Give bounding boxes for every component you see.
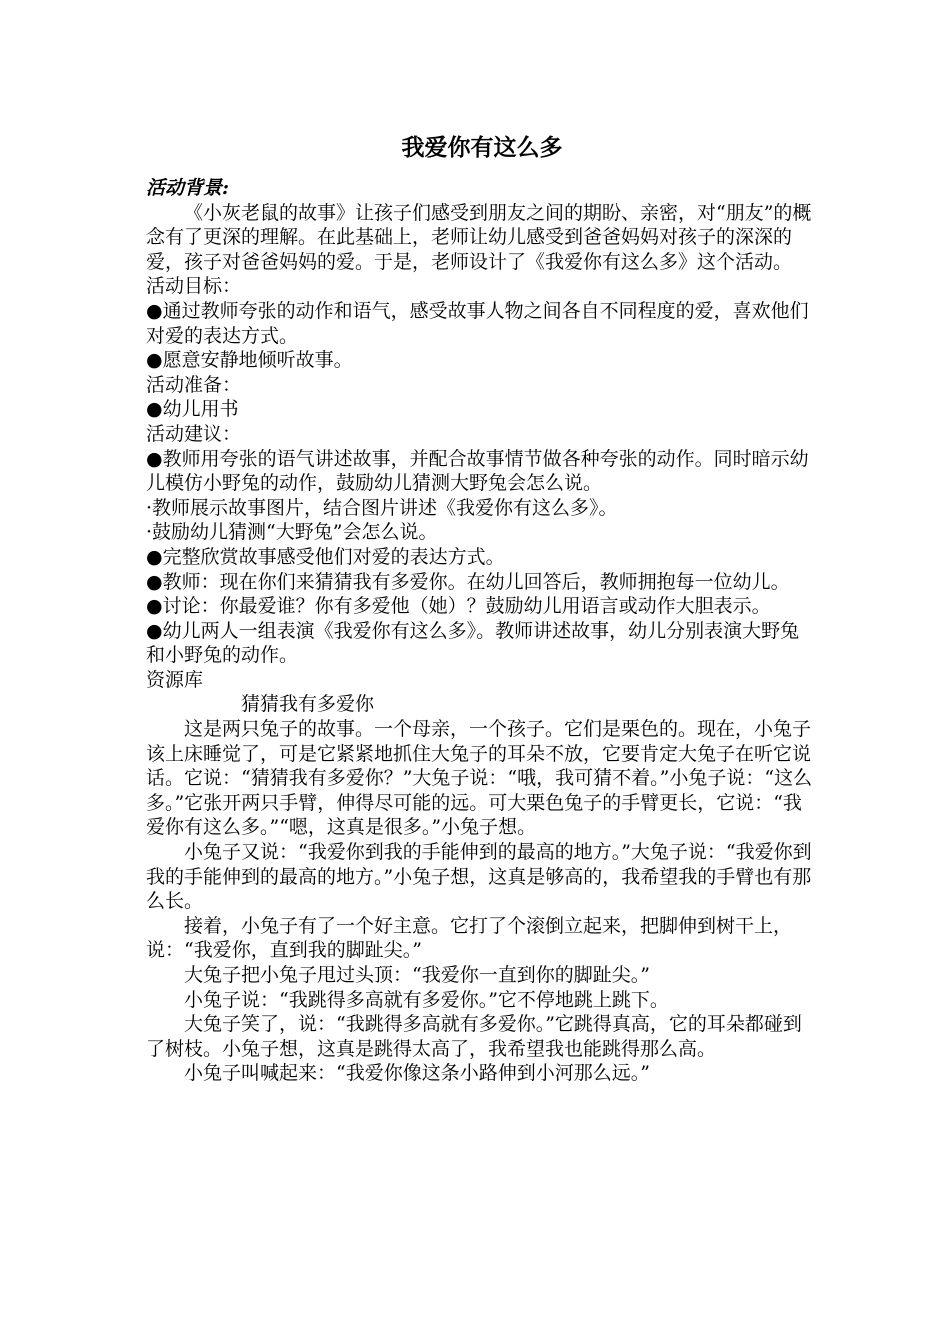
- story-paragraph: 小兔子说：“我跳得多高就有多爱你。”它不停地跳上跳下。: [184, 988, 669, 1011]
- suggestion-item: ●教师用夸张的语气讲述故事，并配合故事情节做各种夸张的动作。同时暗示幼儿模仿小野兔的动作，鼓励幼儿猜测大野兔会怎么说。: [146, 447, 809, 495]
- story-title: 猜猜我有多爱你: [241, 693, 375, 716]
- suggestion-item: ·鼓励幼儿猜测“大野兔”会怎么说。: [146, 521, 438, 544]
- background-text: 《小灰老鼠的故事》让孩子们感受到朋友之间的期盼、亲密，对“朋友”的概念有了更深的理解。在此基础上，老师让幼儿感受到爸爸妈妈对孩子的深深的爱，孩子对爸爸妈妈的爱。于是，老师设计了《我爱你有这么多》这个活动。: [146, 201, 812, 273]
- resource-label: 资源库: [146, 668, 204, 691]
- goal-item: ●愿意安静地倾听故事。: [146, 349, 353, 372]
- suggestion-item: ·教师展示故事图片，结合图片讲述《我爱你有这么多》。: [146, 496, 618, 519]
- story-paragraph: 小兔子又说：“我爱你到我的手能伸到的最高的地方。”大兔子说：“我爱你到我的手能伸到的最高的地方。”小兔子想，这真是够高的，我希望我的手臂也有那么长。: [146, 841, 812, 913]
- suggestion-item: ●教师：现在你们来猜猜我有多爱你。在幼儿回答后，教师拥抱每一位幼儿。: [146, 570, 790, 593]
- suggestion-item: ●完整欣赏故事感受他们对爱的表达方式。: [146, 545, 505, 568]
- document-title: 我爱你有这么多: [401, 135, 563, 161]
- story-paragraph: 大兔子笑了，说：“我跳得多高就有多爱你。”它跳得真高，它的耳朵都碰到了树枝。小兔子想，这真是跳得太高了，我希望我也能跳得那么高。: [146, 1013, 802, 1060]
- document-page: [146, 130, 818, 1086]
- prep-item: ●幼儿用书: [146, 398, 239, 421]
- suggestion-item: ●幼儿两人一组表演《我爱你有这么多》。教师讲述故事，幼儿分别表演大野兔和小野兔的动作。: [146, 619, 800, 667]
- story-paragraph: 小兔子叫喊起来：“我爱你像这条小路伸到小河那么远。”: [184, 1062, 650, 1085]
- suggest-label: 活动建议：: [146, 422, 242, 445]
- story-paragraph: 接着，小兔子有了一个好主意。它打了个滚倒立起来，把脚伸到树干上，说：“我爱你，直到我的脚趾尖。”: [146, 914, 793, 962]
- prep-label: 活动准备：: [146, 373, 242, 396]
- suggestion-item: ●讨论：你最爱谁？你有多爱他（她）？鼓励幼儿用语言或动作大胆表示。: [146, 595, 771, 618]
- goals-label: 活动目标：: [146, 275, 242, 298]
- goal-item: ●通过教师夸张的动作和语气，感受故事人物之间各自不同程度的爱，喜欢他们对爱的表达方式。: [146, 299, 809, 347]
- story-paragraph: 大兔子把小兔子甩过头顶：“我爱你一直到你的脚趾尖。”: [184, 964, 650, 986]
- background-label: 活动背景:: [146, 177, 230, 199]
- story-paragraph: 这是两只兔子的故事。一个母亲，一个孩子。它们是栗色的。现在，小兔子该上床睡觉了，可是它紧紧地抓住大兔子的耳朵不放，它要肯定大兔子在听它说话。它说：“猜猜我有多爱你？”大兔子说：“哦，我可猜不着。”小兔子说：“这么多。”它张开两只手臂，伸得尽可能的远。可大栗色兔子的手臂更长，它说：“我爱你有这么多。”“嗯，这真是很多。”小兔子想。: [146, 718, 813, 839]
